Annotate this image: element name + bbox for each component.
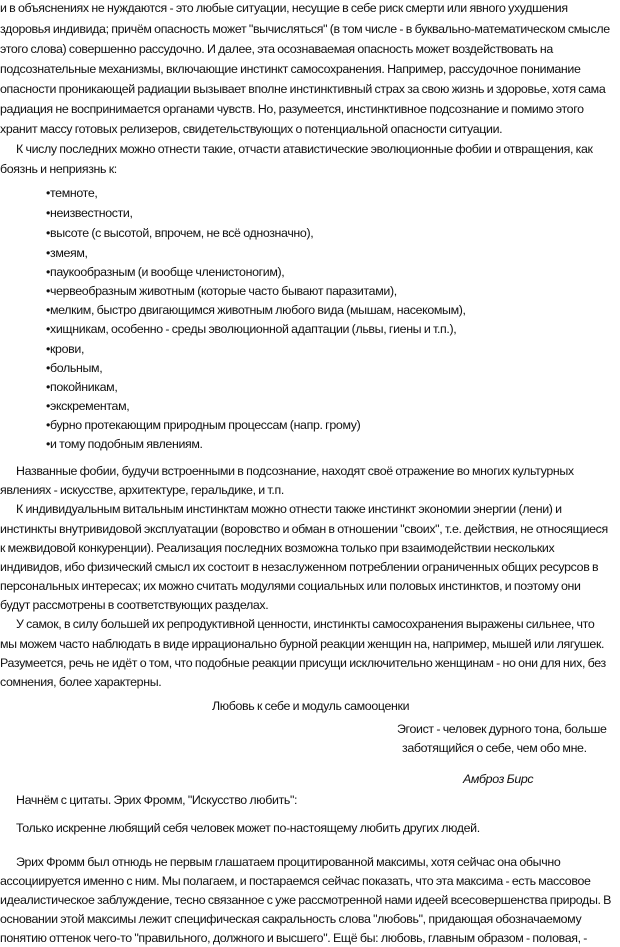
epigraph-line: заботящийся о себе, чем обо мне. — [402, 741, 587, 755]
text-line: и в объяснениях не нуждаются - это любые ситуации, несущие в себе риск смерти или явного ухудшения — [0, 1, 568, 15]
text-line: Названные фобии, будучи встроенными в подсознание, находят своё отражение во многих культурных — [16, 464, 574, 478]
list-item: •покойникам, — [46, 380, 118, 394]
fromm-quote: Только искренне любящий себя человек может по-настоящему любить других людей. — [16, 821, 480, 835]
text-line: К числу последних можно отнести такие, отчасти атавистические эволюционные фобии и отвращения, как — [16, 142, 593, 156]
list-item: •высоте (с высотой, впрочем, не всё однозначно), — [46, 226, 314, 240]
list-item: •темноте, — [46, 186, 98, 200]
list-item: •бурно протекающим природным процессам (напр. грому) — [46, 418, 361, 432]
text-line: хранит массу готовых релизеров, свидетельствующих о потенциальной опасности ситуации. — [0, 122, 503, 136]
section-title: Любовь к себе и модуль самооценки — [212, 699, 410, 713]
text-line: Разумеется, речь не идёт о том, что подобные реакции присущи исключительно женщинам - но они для них, без — [0, 656, 606, 670]
list-item: •экскрементам, — [46, 399, 130, 413]
text-line: сомнения, более характерны. — [0, 675, 162, 689]
list-item: •червеобразным животным (которые часто бывают паразитами), — [46, 284, 397, 298]
text-line: этого слова) совершенно рассудочно. И далее, эта осознаваемая опасность может воздействовать на — [0, 42, 553, 56]
text-line: опасности проникающей радиации вызывает вполне инстинктивный страх за свою жизнь и здоровье, хотя сама — [0, 82, 606, 96]
text-line: Эрих Фромм был отнюдь не первым глашатаем процитированной максимы, хотя сейчас она обычно — [16, 855, 561, 869]
text-line: идеалистическое заблуждение, тесно связанное с уже рассмотренной нами идеей всесовершенства природы. В — [0, 893, 612, 907]
text-line: боязнь и неприязнь к: — [0, 162, 117, 176]
text-line: основании этой максимы лежит специфическая сакральность слова "любовь", придающая обозначаемому — [0, 912, 582, 926]
text-line: инстинкты внутривидовой эксплуатации (воровство и обман в отношении "своих", т.е. действия, не относящиеся — [0, 522, 608, 536]
quote-intro: Начнём с цитаты. Эрих Фромм, "Искусство любить": — [16, 793, 298, 807]
list-item: •паукообразным (и вообще членистоногим), — [46, 265, 285, 279]
list-item: •и тому подобным явлениям. — [46, 437, 203, 451]
text-line: радиация не воспринимается органами чувств. Но, разумеется, инстинктивное подсознание и помимо этого — [0, 102, 584, 116]
list-item: •больным, — [46, 361, 103, 375]
text-line: явлениях - искусстве, архитектуре, геральдике, и т.п. — [0, 483, 284, 497]
list-item: •змеям, — [46, 246, 88, 260]
list-item: •крови, — [46, 342, 85, 356]
text-line: понятию оттенок чего-то "правильного, должного и высшего". Ещё бы: любовь, главным образом - половая, - — [0, 931, 588, 945]
text-line: будут рассмотрены в соответствующих разделах. — [0, 598, 269, 612]
list-item: •неизвестности, — [46, 206, 133, 220]
list-item: •хищникам, особенно - среды эволюционной адаптации (львы, гиены и т.п.), — [46, 322, 457, 336]
list-item: •мелким, быстро двигающимся животным любого вида (мышам, насекомым), — [46, 303, 466, 317]
epigraph-line: Эгоист - человек дурного тона, больше — [397, 722, 607, 736]
text-line: к межвидовой конкуренции). Реализация последних возможна только при взаимодействии нескольких — [0, 541, 555, 555]
text-line: персональных интересах; их можно считать модулями социальных или половых инстинктов, и поэтому они — [0, 579, 581, 593]
text-line: подсознательные механизмы, включающие инстинкт самосохранения. Например, рассудочное понимание — [0, 62, 581, 76]
text-line: индивидов, ибо физический смысл их состоит в незаслуженном потреблении ограниченных общих ресурсов в — [0, 560, 599, 574]
text-line: К индивидуальным витальным инстинктам можно отнести также инстинкт экономии энергии (лени) и — [16, 502, 562, 516]
text-line: ассоциируется именно с ним. Мы полагаем, и постараемся сейчас показать, что эта максима - есть массовое — [0, 874, 591, 888]
text-line: здоровья индивида; причём опасность может "вычисляться" (в том числе - в буквально-математическом смысле — [0, 22, 610, 36]
text-line: У самок, в силу большей их репродуктивной ценности, инстинкты самосохранения выражены сильнее, что — [16, 617, 595, 631]
text-line: мы можем часто наблюдать в виде иррационально бурной реакции женщин на, например, мышей или лягушек. — [0, 637, 605, 651]
epigraph-author: Амброз Бирс — [463, 772, 534, 786]
